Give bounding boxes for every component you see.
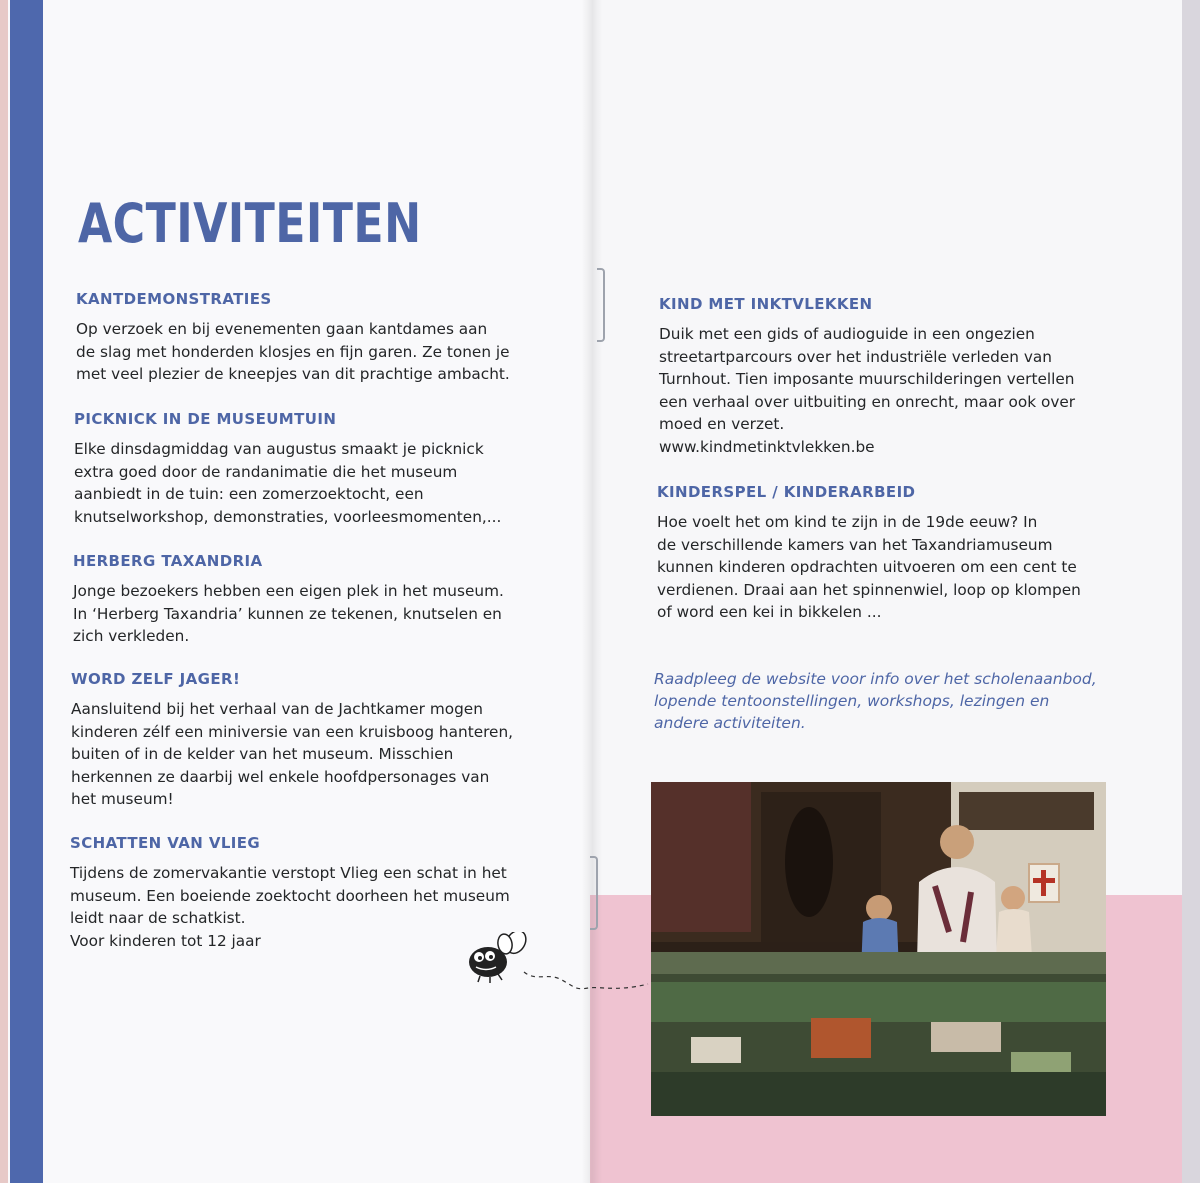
section-text: Tijdens de zomervakantie verstopt Vlieg een schat in het museum. Een boeiende zoektocht doorheen het museum leidt naar de schatkist. Voor kinderen tot 12 jaar [70,864,510,950]
section-text: Jonge bezoekers hebben een eigen plek in het museum. In ‘Herberg Taxandria’ kunnen ze tekenen, knutselen en zich verkleden. [73,582,504,645]
section-heading: KIND MET INKTVLEKKEN [659,295,873,313]
museum-photo [651,782,1106,1116]
section-kinderspel-kinderarbeid [657,483,1127,624]
section-heading: PICKNICK IN DE MUSEUMTUIN [74,410,337,428]
section-text: Hoe voelt het om kind te zijn in de 19de eeuw? In de verschillende kamers van het Taxandriamuseum kunnen kinderen opdrachten uitvoeren om een cent te verdienen. Draai aan het spinnenwiel, loop op klompen of word een kei in bikkelen ... [657,513,1081,621]
blue-side-bar [10,0,43,1183]
staple-top [597,268,605,342]
section-text: Aansluitend bij het verhaal van de Jachtkamer mogen kinderen zélf een miniversie van een kruisboog hanteren, buiten of in de kelder van het museum. Misschien herkennen ze daarbij wel enkele hoofdpersonages van het museum! [71,700,514,808]
section-text: Elke dinsdagmiddag van augustus smaakt je picknick extra goed door de randanimatie die het museum aanbiedt in de tuin: een zomerzoektocht, een knutselworkshop, demonstraties, voorleesmomenten,... [74,440,502,526]
section-heading: WORD ZELF JAGER! [71,670,241,688]
section-kantdemonstraties [76,290,566,386]
page-title: ACTIVITEITEN [78,192,422,255]
section-picknick [74,410,564,528]
section-heading: HERBERG TAXANDRIA [73,552,263,570]
cover-edge [0,0,8,1183]
section-heading: SCHATTEN VAN VLIEG [70,834,261,852]
page-edge [1182,0,1200,1183]
website-note: Raadpleeg de website voor info over het scholenaanbod, lopende tentoonstellingen, workshops, lezingen en andere activiteiten. [654,670,1097,732]
section-text: Op verzoek en bij evenementen gaan kantdames aan de slag met honderden klosjes en fijn garen. Ze tonen je met veel plezier de kneepjes van dit prachtige ambacht. [76,320,510,383]
section-herberg-taxandria [73,552,563,648]
section-heading: KANTDEMONSTRATIES [76,290,272,308]
section-kind-met-inktvlekken [659,295,1129,458]
staple-bottom [590,856,598,930]
fly-mascot-icon [466,932,656,1012]
section-text: Duik met een gids of audioguide in een ongezien streetartparcours over het industriële verleden van Turnhout. Tien imposante muurschilderingen vertellen een verhaal over uitbuiting en onrecht, maar ook over moed en verzet. www.kindmetinktvlekken.be [659,325,1076,456]
section-word-zelf-jager [71,670,561,811]
section-heading: KINDERSPEL / KINDERARBEID [657,483,916,501]
